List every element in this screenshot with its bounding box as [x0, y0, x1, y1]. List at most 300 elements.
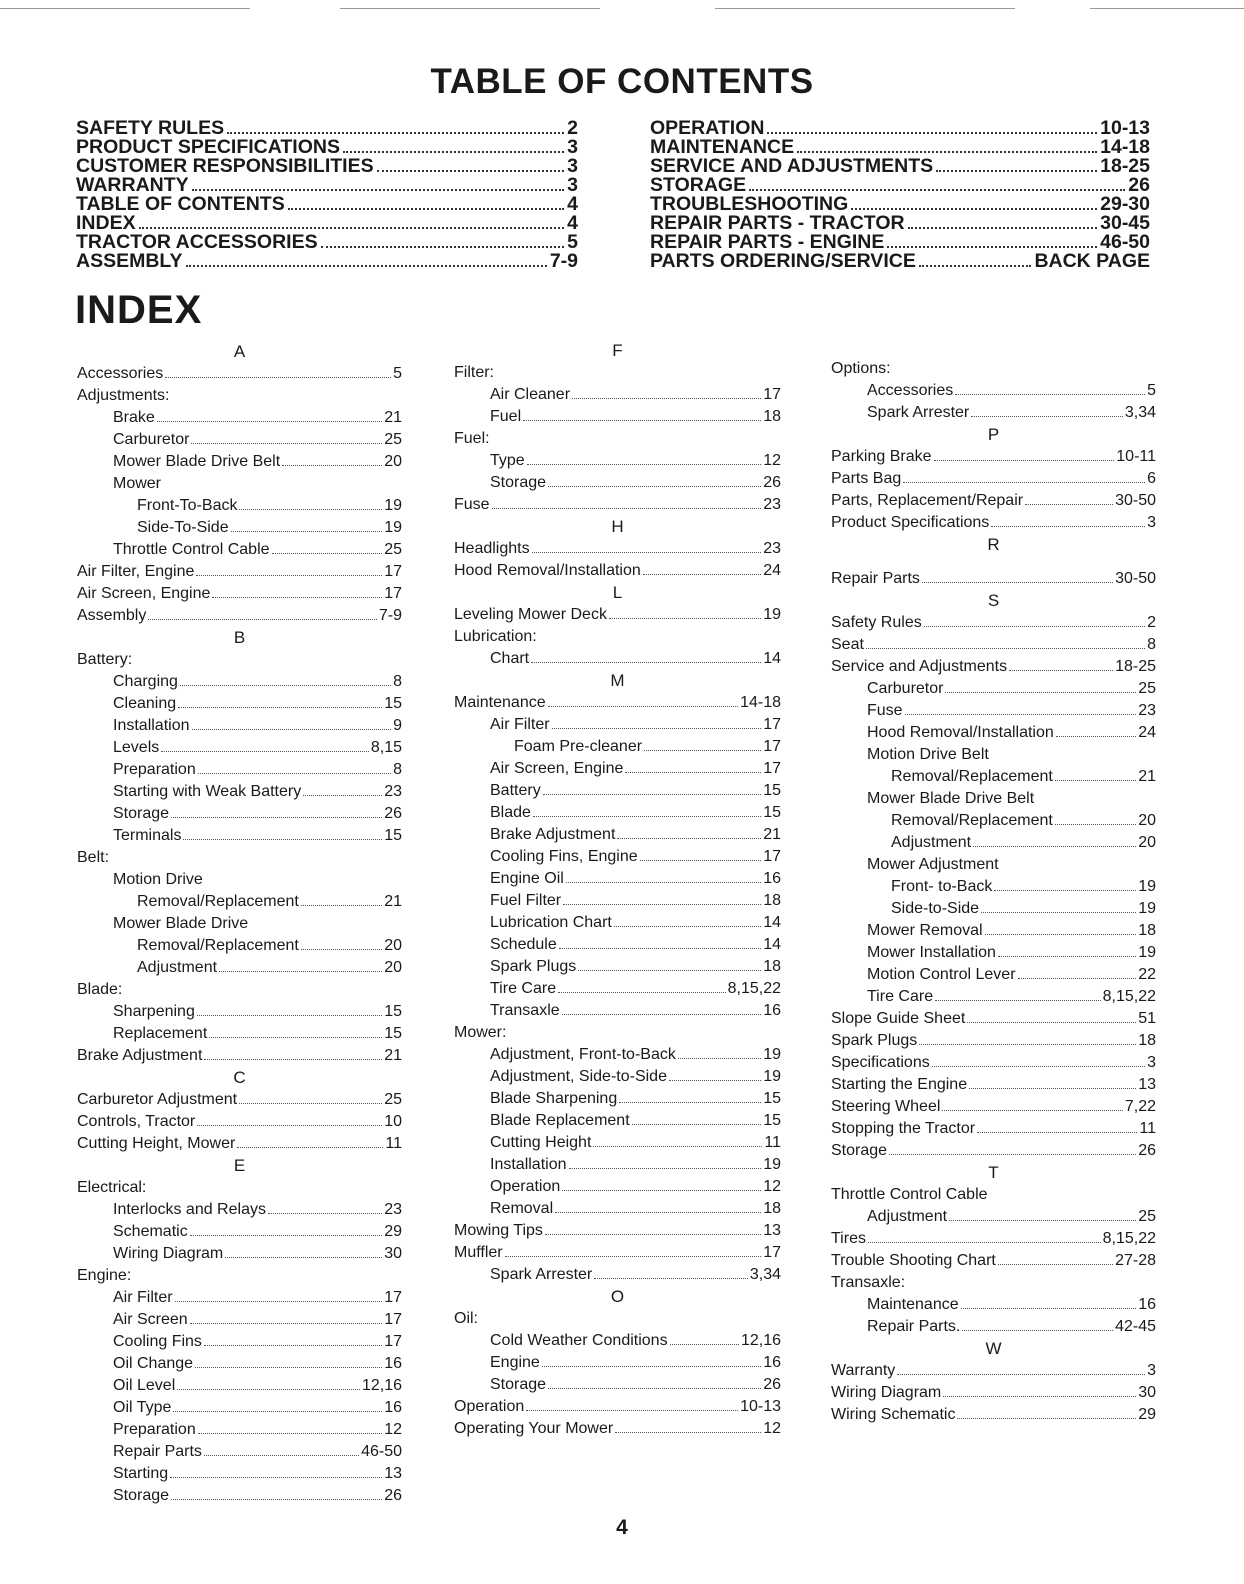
dot-leader	[175, 1301, 383, 1302]
index-entry	[454, 692, 781, 714]
index-entry	[454, 912, 781, 934]
index-entry-page: 8	[393, 761, 402, 778]
dot-leader	[303, 795, 382, 796]
index-entry	[831, 964, 1156, 986]
toc-entry-label: PRODUCT SPECIFICATIONS	[76, 136, 340, 158]
index-entry-page: 10-13	[740, 1398, 781, 1415]
index-entry-page: 17	[384, 585, 402, 602]
dot-leader	[640, 860, 762, 861]
dot-leader	[197, 1125, 382, 1126]
dot-leader	[942, 1110, 1122, 1111]
index-entry-page: 26	[384, 805, 402, 822]
index-entry-label: Spark Plugs	[490, 958, 577, 975]
index-section-letter: C	[233, 1068, 246, 1087]
toc-entry-page: 10-13	[1100, 117, 1150, 139]
index-section-letter: L	[612, 583, 623, 602]
index-entry-label: Tire Care	[490, 980, 557, 997]
index-entry-page: 21	[384, 409, 402, 426]
index-entry-label: Removal/Replacement	[891, 812, 1053, 829]
index-section-letter: P	[987, 425, 1000, 444]
index-entry-label: Cutting Height, Mower	[77, 1135, 236, 1152]
dot-leader	[192, 729, 392, 730]
index-entry	[454, 472, 781, 494]
index-entry-label: Storage	[490, 474, 547, 491]
index-entry	[77, 1199, 402, 1221]
dot-leader	[967, 1022, 1136, 1023]
index-entry-page: 19	[384, 497, 402, 514]
index-entry-label: Levels	[113, 739, 160, 756]
index-entry-page: 8	[1147, 636, 1156, 653]
dot-leader	[767, 132, 1097, 134]
index-entry-page: 12	[763, 1178, 781, 1195]
index-entry-page: 20	[1138, 812, 1156, 829]
index-entry-label: Wiring Schematic	[831, 1406, 956, 1423]
toc-entry-label: MAINTENANCE	[650, 136, 795, 158]
dot-leader	[268, 1213, 382, 1214]
index-entry-page: 3	[1147, 1362, 1156, 1379]
index-entry-page: 25	[384, 541, 402, 558]
index-heading: Filter:	[454, 364, 494, 381]
index-entry-page: 20	[384, 937, 402, 954]
toc-entry-label: SAFETY RULES	[76, 117, 225, 139]
index-entry-label: Air Filter	[490, 716, 550, 733]
index-entry	[454, 1374, 781, 1396]
index-entry-page: 15	[763, 1112, 781, 1129]
index-entry-label: Terminals	[113, 827, 182, 844]
index-entry	[77, 539, 402, 561]
index-entry-label: Sharpening	[113, 1003, 195, 1020]
index-entry-label: Mower Removal	[867, 922, 983, 939]
dot-leader	[543, 794, 762, 795]
index-entry-label: Headlights	[454, 540, 530, 557]
index-entry	[454, 802, 781, 824]
index-entry-page: 29	[1138, 1406, 1156, 1423]
index-heading: Blade:	[77, 981, 123, 998]
index-entry-page: 16	[763, 870, 781, 887]
index-entry	[831, 920, 1156, 942]
index-entry	[454, 538, 781, 560]
index-entry-page: 29	[384, 1223, 402, 1240]
index-entry	[454, 1066, 781, 1088]
dot-leader	[197, 1015, 382, 1016]
dot-leader	[1018, 978, 1137, 979]
index-entry	[454, 494, 781, 516]
index-entry-page: 20	[1138, 834, 1156, 851]
dot-leader	[625, 772, 761, 773]
index-entry-label: Brake Adjustment	[490, 826, 616, 843]
index-entry-page: 3,34	[749, 1266, 781, 1283]
index-entry	[831, 656, 1156, 678]
index-entry-label: Motion Control Lever	[867, 966, 1016, 983]
index-entry	[77, 583, 402, 605]
dot-leader	[282, 465, 382, 466]
dot-leader	[195, 1367, 382, 1368]
index-entry-label: Removal/Replacement	[137, 893, 299, 910]
dot-leader	[542, 1366, 761, 1367]
dot-leader	[924, 626, 1145, 627]
dot-leader	[563, 904, 761, 905]
index-entry	[77, 671, 402, 693]
index-entry-label: Fuel Filter	[490, 892, 562, 909]
dot-leader	[868, 1242, 1101, 1243]
index-entry-page: 9	[393, 717, 402, 734]
index-entry-page: 3	[1147, 514, 1156, 531]
index-entry-page: 23	[384, 1201, 402, 1218]
index-entry-page: 8,15,22	[1102, 988, 1156, 1005]
index-entry-page: 19	[763, 1046, 781, 1063]
index-entry	[454, 714, 781, 736]
index-entry	[454, 1088, 781, 1110]
index-entry-label: Charging	[113, 673, 178, 690]
index-entry-label: Cooling Fins	[113, 1333, 202, 1350]
dot-leader	[670, 1344, 739, 1345]
scan-edge-line	[0, 8, 250, 9]
index-entry-label: Operation	[490, 1178, 561, 1195]
index-entry-page: 8	[393, 673, 402, 690]
dot-leader	[505, 1256, 762, 1257]
index-entry-page: 23	[763, 496, 781, 513]
index-entry	[77, 759, 402, 781]
index-entry	[454, 890, 781, 912]
index-entry-label: Engine Oil	[490, 870, 564, 887]
index-entry	[454, 846, 781, 868]
index-section-letter: R	[987, 535, 1000, 554]
dot-leader	[866, 648, 1145, 649]
index-section-letter: E	[233, 1156, 246, 1175]
index-entry-label: Air Filter	[113, 1289, 173, 1306]
index-entry-label: Blade Sharpening	[490, 1090, 618, 1107]
index-entry-label: Controls, Tractor	[77, 1113, 196, 1130]
index-entry-label: Schematic	[113, 1223, 188, 1240]
dot-leader	[1009, 670, 1113, 671]
dot-leader	[851, 208, 1097, 210]
index-column-2	[454, 340, 781, 1440]
index-entry-page: 19	[763, 1156, 781, 1173]
dot-leader	[955, 394, 1145, 395]
index-entry	[77, 891, 402, 913]
dot-leader	[533, 816, 761, 817]
dot-leader	[562, 1190, 761, 1191]
dot-leader	[932, 1066, 1145, 1067]
dot-leader	[957, 1418, 1136, 1419]
index-entry-page: 17	[763, 738, 781, 755]
dot-leader	[961, 1308, 1137, 1309]
index-entry	[77, 1243, 402, 1265]
index-entry-page: 27-28	[1115, 1252, 1156, 1269]
index-entry	[77, 451, 402, 473]
index-entry-page: 17	[763, 386, 781, 403]
index-entry-label: Parts Bag	[831, 470, 902, 487]
index-entry-page: 12,16	[361, 1377, 402, 1394]
dot-leader	[548, 486, 761, 487]
toc-entry-label: TRACTOR ACCESSORIES	[76, 231, 318, 253]
index-entry	[454, 604, 781, 626]
dot-leader	[239, 1103, 382, 1104]
index-entry-page: 15	[763, 782, 781, 799]
dot-leader	[935, 1000, 1101, 1001]
dot-leader	[191, 443, 382, 444]
index-entry	[831, 876, 1156, 898]
index-entry-page: 12	[763, 1420, 781, 1437]
index-entry-label: Chart	[490, 650, 530, 667]
index-entry-label: Spark Arrester	[867, 404, 970, 421]
index-entry	[454, 1110, 781, 1132]
scan-edge-line	[1090, 8, 1244, 9]
dot-leader	[945, 692, 1136, 693]
dot-leader	[239, 509, 382, 510]
index-section-letter: S	[987, 591, 1000, 610]
index-entry-page: 18	[1138, 922, 1156, 939]
index-entry	[831, 468, 1156, 490]
index-entry-label: Leveling Mower Deck	[454, 606, 607, 623]
index-entry	[77, 1287, 402, 1309]
index-entry-label: Service and Adjustments	[831, 658, 1008, 675]
dot-leader	[897, 1374, 1145, 1375]
index-entry-label: Air Screen, Engine	[77, 585, 211, 602]
index-entry	[831, 1382, 1156, 1404]
dot-leader	[492, 508, 762, 509]
index-entry-page: 15	[384, 1003, 402, 1020]
index-entry-label: Adjustment	[137, 959, 218, 976]
index-entry	[831, 380, 1156, 402]
dot-leader	[559, 948, 761, 949]
index-entry	[77, 1375, 402, 1397]
index-section-letter: M	[610, 671, 625, 690]
index-heading: Mower Blade Drive Belt	[867, 790, 1035, 807]
index-heading: Motion Drive Belt	[867, 746, 989, 763]
dot-leader	[548, 706, 738, 707]
dot-leader	[209, 1037, 382, 1038]
dot-leader	[797, 151, 1097, 153]
index-entry	[77, 1001, 402, 1023]
dot-leader	[903, 482, 1145, 483]
index-entry-page: 14	[763, 650, 781, 667]
dot-leader	[148, 619, 377, 620]
index-entry	[454, 384, 781, 406]
index-entry	[454, 1418, 781, 1440]
dot-leader	[1025, 504, 1113, 505]
index-entry-label: Hood Removal/Installation	[867, 724, 1054, 741]
index-entry-page: 18	[763, 958, 781, 975]
index-section-letter: O	[610, 1287, 625, 1306]
index-entry-label: Starting	[113, 1465, 169, 1482]
index-entry-label: Air Filter, Engine	[77, 563, 195, 580]
index-entry-label: Maintenance	[454, 694, 546, 711]
index-entry-page: 15	[384, 1025, 402, 1042]
index-entry-label: Specifications	[831, 1054, 930, 1071]
index-entry	[77, 825, 402, 847]
dot-leader	[609, 618, 761, 619]
index-entry-page: 18	[763, 408, 781, 425]
index-entry-label: Oil Type	[113, 1399, 172, 1416]
index-entry	[77, 605, 402, 627]
index-entry-label: Transaxle	[490, 1002, 560, 1019]
toc-entry-label: REPAIR PARTS - TRACTOR	[650, 212, 905, 234]
dot-leader	[288, 208, 564, 210]
index-entry-page: 16	[763, 1002, 781, 1019]
dot-leader	[615, 1432, 761, 1433]
index-entry-page: 11	[1139, 1120, 1156, 1137]
dot-leader	[526, 1410, 738, 1411]
dot-leader	[552, 728, 762, 729]
index-entry-page: 30	[384, 1245, 402, 1262]
index-entry-page: 8,15	[370, 739, 402, 756]
index-entry-page: 19	[1138, 878, 1156, 895]
dot-leader	[617, 838, 761, 839]
index-entry-page: 3,34	[1124, 404, 1156, 421]
index-section-letter: F	[612, 341, 623, 360]
index-entry	[454, 780, 781, 802]
index-entry-page: 3	[1147, 1054, 1156, 1071]
index-entry-page: 18	[763, 1200, 781, 1217]
dot-leader	[569, 1168, 762, 1169]
index-entry-label: Foam Pre-cleaner	[514, 738, 643, 755]
index-entry	[77, 1111, 402, 1133]
toc-entry-page: 3	[567, 155, 578, 177]
index-entry-label: Engine	[490, 1354, 540, 1371]
index-entry	[77, 407, 402, 429]
index-heading: Mower:	[454, 1024, 507, 1041]
index-entry-page: 26	[763, 1376, 781, 1393]
index-entry-label: Slope Guide Sheet	[831, 1010, 966, 1027]
index-entry-page: 25	[384, 1091, 402, 1108]
dot-leader	[1056, 736, 1136, 737]
toc-entry-page: 29-30	[1100, 193, 1150, 215]
dot-leader	[593, 1146, 762, 1147]
index-entry-label: Safety Rules	[831, 614, 922, 631]
toc-entry-page: 5	[567, 231, 578, 253]
index-entry-page: 15	[763, 1090, 781, 1107]
index-entry-page: 26	[763, 474, 781, 491]
index-entry	[831, 1316, 1156, 1338]
index-entry-label: Removal/Replacement	[137, 937, 299, 954]
dot-leader	[558, 992, 726, 993]
dot-leader	[887, 246, 1097, 248]
index-entry-label: Wiring Diagram	[831, 1384, 942, 1401]
index-heading: Electrical:	[77, 1179, 147, 1196]
index-entry-page: 8,15,22	[727, 980, 781, 997]
index-entry-label: Cleaning	[113, 695, 177, 712]
index-entry-page: 19	[1138, 944, 1156, 961]
index-entry	[831, 1096, 1156, 1118]
index-entry-page: 16	[1138, 1296, 1156, 1313]
index-entry-page: 17	[763, 716, 781, 733]
index-entry	[454, 824, 781, 846]
index-entry-page: 5	[393, 365, 402, 382]
index-entry-label: Mower Blade Drive Belt	[113, 453, 281, 470]
dot-leader	[227, 132, 564, 134]
dot-leader	[237, 1147, 383, 1148]
index-heading: Adjustments:	[77, 387, 170, 404]
index-entry-page: 14-18	[740, 694, 781, 711]
index-entry	[831, 612, 1156, 634]
index-entry-label: Steering Wheel	[831, 1098, 941, 1115]
index-entry-label: Adjustment, Front-to-Back	[490, 1046, 676, 1063]
dot-leader	[212, 597, 382, 598]
index-entry-label: Parking Brake	[831, 448, 932, 465]
index-section-letter: T	[988, 1163, 999, 1182]
dot-leader	[981, 912, 1136, 913]
index-entry-label: Hood Removal/Installation	[454, 562, 641, 579]
index-entry	[77, 693, 402, 715]
index-entry-page: 7-9	[378, 607, 402, 624]
dot-leader	[161, 751, 369, 752]
dot-leader	[922, 582, 1113, 583]
index-entry-page: 24	[763, 562, 781, 579]
index-entry-label: Throttle Control Cable	[113, 541, 270, 558]
dot-leader	[949, 1220, 1136, 1221]
index-entry-page: 14	[763, 936, 781, 953]
index-entry-page: 16	[763, 1354, 781, 1371]
index-entry-page: 16	[384, 1355, 402, 1372]
toc-entry	[650, 252, 1150, 271]
index-entry-label: Trouble Shooting Chart	[831, 1252, 996, 1269]
index-entry-page: 51	[1138, 1010, 1156, 1027]
index-entry	[831, 700, 1156, 722]
index-entry-label: Front-To-Back	[137, 497, 238, 514]
dot-leader	[523, 420, 761, 421]
index-entry-label: Adjustment, Side-to-Side	[490, 1068, 667, 1085]
index-section-letter: W	[985, 1339, 1002, 1358]
index-entry	[77, 1331, 402, 1353]
index-entry-page: 17	[384, 563, 402, 580]
index-entry-label: Muffler	[454, 1244, 503, 1261]
index-entry-page: 42-45	[1115, 1318, 1156, 1335]
dot-leader	[219, 971, 382, 972]
index-entry-page: 21	[384, 893, 402, 910]
index-heading: Belt:	[77, 849, 110, 866]
dot-leader	[177, 1389, 360, 1390]
index-entry-label: Lubrication Chart	[490, 914, 612, 931]
index-entry-label: Replacement	[113, 1025, 208, 1042]
index-entry	[77, 495, 402, 517]
index-entry-page: 8,15,22	[1102, 1230, 1156, 1247]
index-entry	[831, 832, 1156, 854]
index-entry	[77, 1309, 402, 1331]
index-entry-page: 25	[1138, 680, 1156, 697]
index-entry-label: Parts, Replacement/Repair	[831, 492, 1024, 509]
index-entry-page: 19	[1138, 900, 1156, 917]
page-number: 4	[616, 1516, 628, 1539]
dot-leader	[545, 1234, 761, 1235]
index-entry	[831, 512, 1156, 534]
index-entry-label: Oil Level	[113, 1377, 176, 1394]
index-entry-label: Storage	[113, 1487, 170, 1504]
index-heading: Lubrication:	[454, 628, 537, 645]
scan-edge-line	[340, 8, 600, 9]
dot-leader	[321, 246, 565, 248]
index-entry	[77, 429, 402, 451]
dot-leader	[204, 1059, 382, 1060]
dot-leader	[614, 926, 761, 927]
index-entry-page: 17	[384, 1289, 402, 1306]
index-entry-label: Blade Replacement	[490, 1112, 630, 1129]
toc-entry-page: BACK PAGE	[1034, 250, 1150, 272]
dot-leader	[971, 416, 1123, 417]
index-entry-page: 30-50	[1115, 570, 1156, 587]
dot-leader	[301, 949, 382, 950]
index-entry-page: 23	[1138, 702, 1156, 719]
index-entry-page: 14	[763, 914, 781, 931]
dot-leader	[969, 1088, 1136, 1089]
index-entry-label: Removal/Replacement	[891, 768, 1053, 785]
toc-entry-page: 7-9	[549, 250, 578, 272]
index-entry	[454, 736, 781, 758]
dot-leader	[905, 714, 1137, 715]
toc-entry-label: SERVICE AND ADJUSTMENTS	[650, 155, 934, 177]
index-entry	[454, 1176, 781, 1198]
index-entry	[77, 517, 402, 539]
